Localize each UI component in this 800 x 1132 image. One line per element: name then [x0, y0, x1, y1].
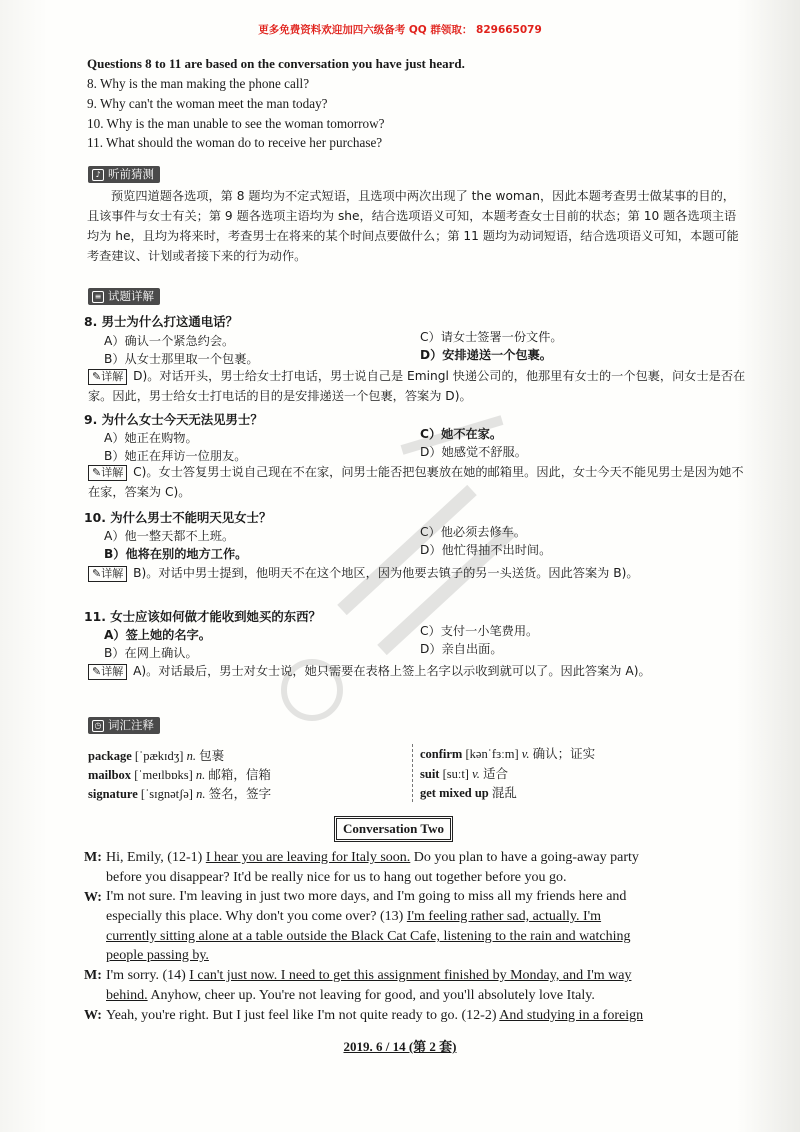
vocab-tag [88, 717, 160, 734]
speaker-label: W: [84, 1008, 102, 1023]
headphones-icon: ♪ [92, 169, 104, 181]
option-9a: A）她正在购物。 [104, 431, 198, 445]
explanation-10 [88, 563, 746, 583]
dialogue-line: people passing by. [106, 948, 209, 963]
conversation-title: Conversation Two [336, 818, 451, 840]
option-11d: D）亲自出面。 [420, 642, 503, 656]
dialogue-line: before you disappear? It'd be really nice for us to hang out together before you go. [106, 870, 567, 885]
question-10: 10. Why is the man unable to see the woman tomorrow? [87, 116, 385, 131]
option-9b: B）她正在拜访一位朋友。 [104, 449, 247, 463]
detail-question-10: 10. 为什么男士不能明天见女士？ [84, 510, 272, 525]
promo-header: 更多免费资料欢迎加四六级备考 QQ 群领取： 829665079 [258, 24, 542, 36]
list-icon: ≡ [92, 291, 104, 303]
vocab-item: package [ˈpækɪdʒ] n. 包裹 [88, 749, 225, 763]
option-10d: D）他忙得抽不出时间。 [420, 543, 552, 557]
vocab-item: confirm [kənˈfɜːm] v. 确认；证实 [420, 747, 596, 761]
speaker-label: W: [84, 890, 102, 905]
dialogue-line: Yeah, you're right. But I just feel like I'm not quite ready to go. (12-2) And studying in a foreign [106, 1008, 644, 1023]
option-8d: D）安排递送一个包裹。 [420, 348, 552, 362]
dialogue-line: behind. Anyhow, cheer up. You're not leaving for good, and you'll absolutely love Italy. [106, 988, 595, 1003]
clock-icon: ◷ [92, 720, 104, 732]
question-8: 8. Why is the man making the phone call? [87, 76, 310, 91]
dialogue-line: I'm sorry. (14) I can't just now. I need to get this assignment finished by Monday, and I'm way [106, 968, 632, 983]
option-8b: B）从女士那里取一个包裹。 [104, 352, 259, 366]
pre-listening-tag [88, 166, 160, 183]
speaker-label: M: [84, 850, 102, 865]
detail-question-9: 9. 为什么女士今天无法见男士？ [84, 412, 263, 427]
vocab-item: suit [suːt] v. 适合 [420, 767, 508, 781]
vocab-item: mailbox [ˈmeɪlbɒks] n. 邮箱，信箱 [88, 768, 271, 782]
pre-listening-tag-label: 听前猜测 [108, 167, 154, 181]
vocab-divider [412, 744, 414, 802]
explanation-11-text: A)。对话最后，男士对女士说，她只需要在表格上签上名字以示收到就可以了。因此答案为 A)。 [133, 664, 651, 678]
option-10b: B）他将在别的地方工作。 [104, 547, 248, 561]
vocab-item: get mixed up 混乱 [420, 786, 517, 800]
option-11c: C）支付一小笔费用。 [420, 624, 539, 638]
dialogue-line: Hi, Emily, (12-1) I hear you are leaving for Italy soon. Do you plan to have a going-away party [106, 850, 639, 865]
option-9d: D）她感觉不舒服。 [420, 445, 527, 459]
vocab-item: signature [ˈsɪgnətʃə] n. 签名，签字 [88, 787, 272, 801]
option-11b: B）在网上确认。 [104, 646, 198, 660]
questions-heading: Questions 8 to 11 are based on the conversation you have just heard. [87, 56, 465, 71]
detail-badge: ✎详解 [88, 369, 127, 385]
option-8c: C）请女士签署一份文件。 [420, 330, 563, 344]
option-9c: C）她不在家。 [420, 427, 503, 441]
question-11: 11. What should the woman do to receive her purchase? [87, 135, 383, 150]
detail-badge: ✎详解 [88, 465, 127, 481]
option-10c: C）他必须去修车。 [420, 525, 527, 539]
detail-badge: ✎详解 [88, 566, 127, 582]
question-9: 9. Why can't the woman meet the man today? [87, 96, 328, 111]
speaker-label: M: [84, 968, 102, 983]
detail-tag [88, 288, 160, 305]
option-10a: A）他一整天都不上班。 [104, 529, 235, 543]
page-footer: 2019. 6 / 14 (第 2 套) [343, 1039, 457, 1054]
explanation-9 [88, 462, 746, 502]
option-8a: A）确认一个紧急约会。 [104, 334, 235, 348]
explanation-10-text: B)。对话中男士提到，他明天不在这个地区，因为他要去镇子的另一头送货。因此答案为 B)。 [133, 566, 639, 580]
pre-listening-text: 预览四道题各选项，第 8 题均为不定式短语，且选项中两次出现了 the woman，因此本题考查男士做某事的目的，且该事件与女士有关；第 9 题各选项主语均为 she，结合选项语义可知，本题考查女士目前的状态；第 10 题各选项主语均为 he，且均为将来时，考查男士在将来的某个时间点要做什么；第 11 题均为动词短语，结合选项语义可知，本题可能考查建议、计划或者接下来的行为动作。 [87, 189, 739, 263]
detail-question-8: 8. 男士为什么打这通电话？ [84, 314, 238, 329]
option-11a: A）签上她的名字。 [104, 628, 211, 642]
dialogue-line: currently sitting alone at a table outside the Black Cat Cafe, listening to the rain and watching [106, 929, 631, 944]
vocab-tag-label: 词汇注释 [108, 718, 154, 732]
dialogue-line: I'm not sure. I'm leaving in just two more days, and I'm going to miss all my friends here and [106, 889, 627, 904]
detail-tag-label: 试题详解 [108, 289, 154, 303]
explanation-8 [88, 366, 746, 406]
explanation-9-text: C)。女士答复男士说自己现在不在家，问男士能否把包裹放在她的邮箱里。因此，女士今天不能见男士是因为她不在家，答案为 C)。 [88, 465, 744, 499]
dialogue-line: especially this place. Why don't you come over? (13) I'm feeling rather sad, actually. I'm [106, 909, 602, 924]
explanation-8-text: D)。对话开头，男士给女士打电话，男士说自己是 Emingl 快递公司的，他那里有女士的一个包裹，问女士是否在家。因此，男士给女士打电话的目的是安排递送一个包裹，答案为 D)。 [88, 369, 746, 403]
detail-badge: ✎详解 [88, 664, 127, 680]
detail-question-11: 11. 女士应该如何做才能收到她买的东西？ [84, 609, 321, 624]
explanation-11 [88, 661, 746, 681]
